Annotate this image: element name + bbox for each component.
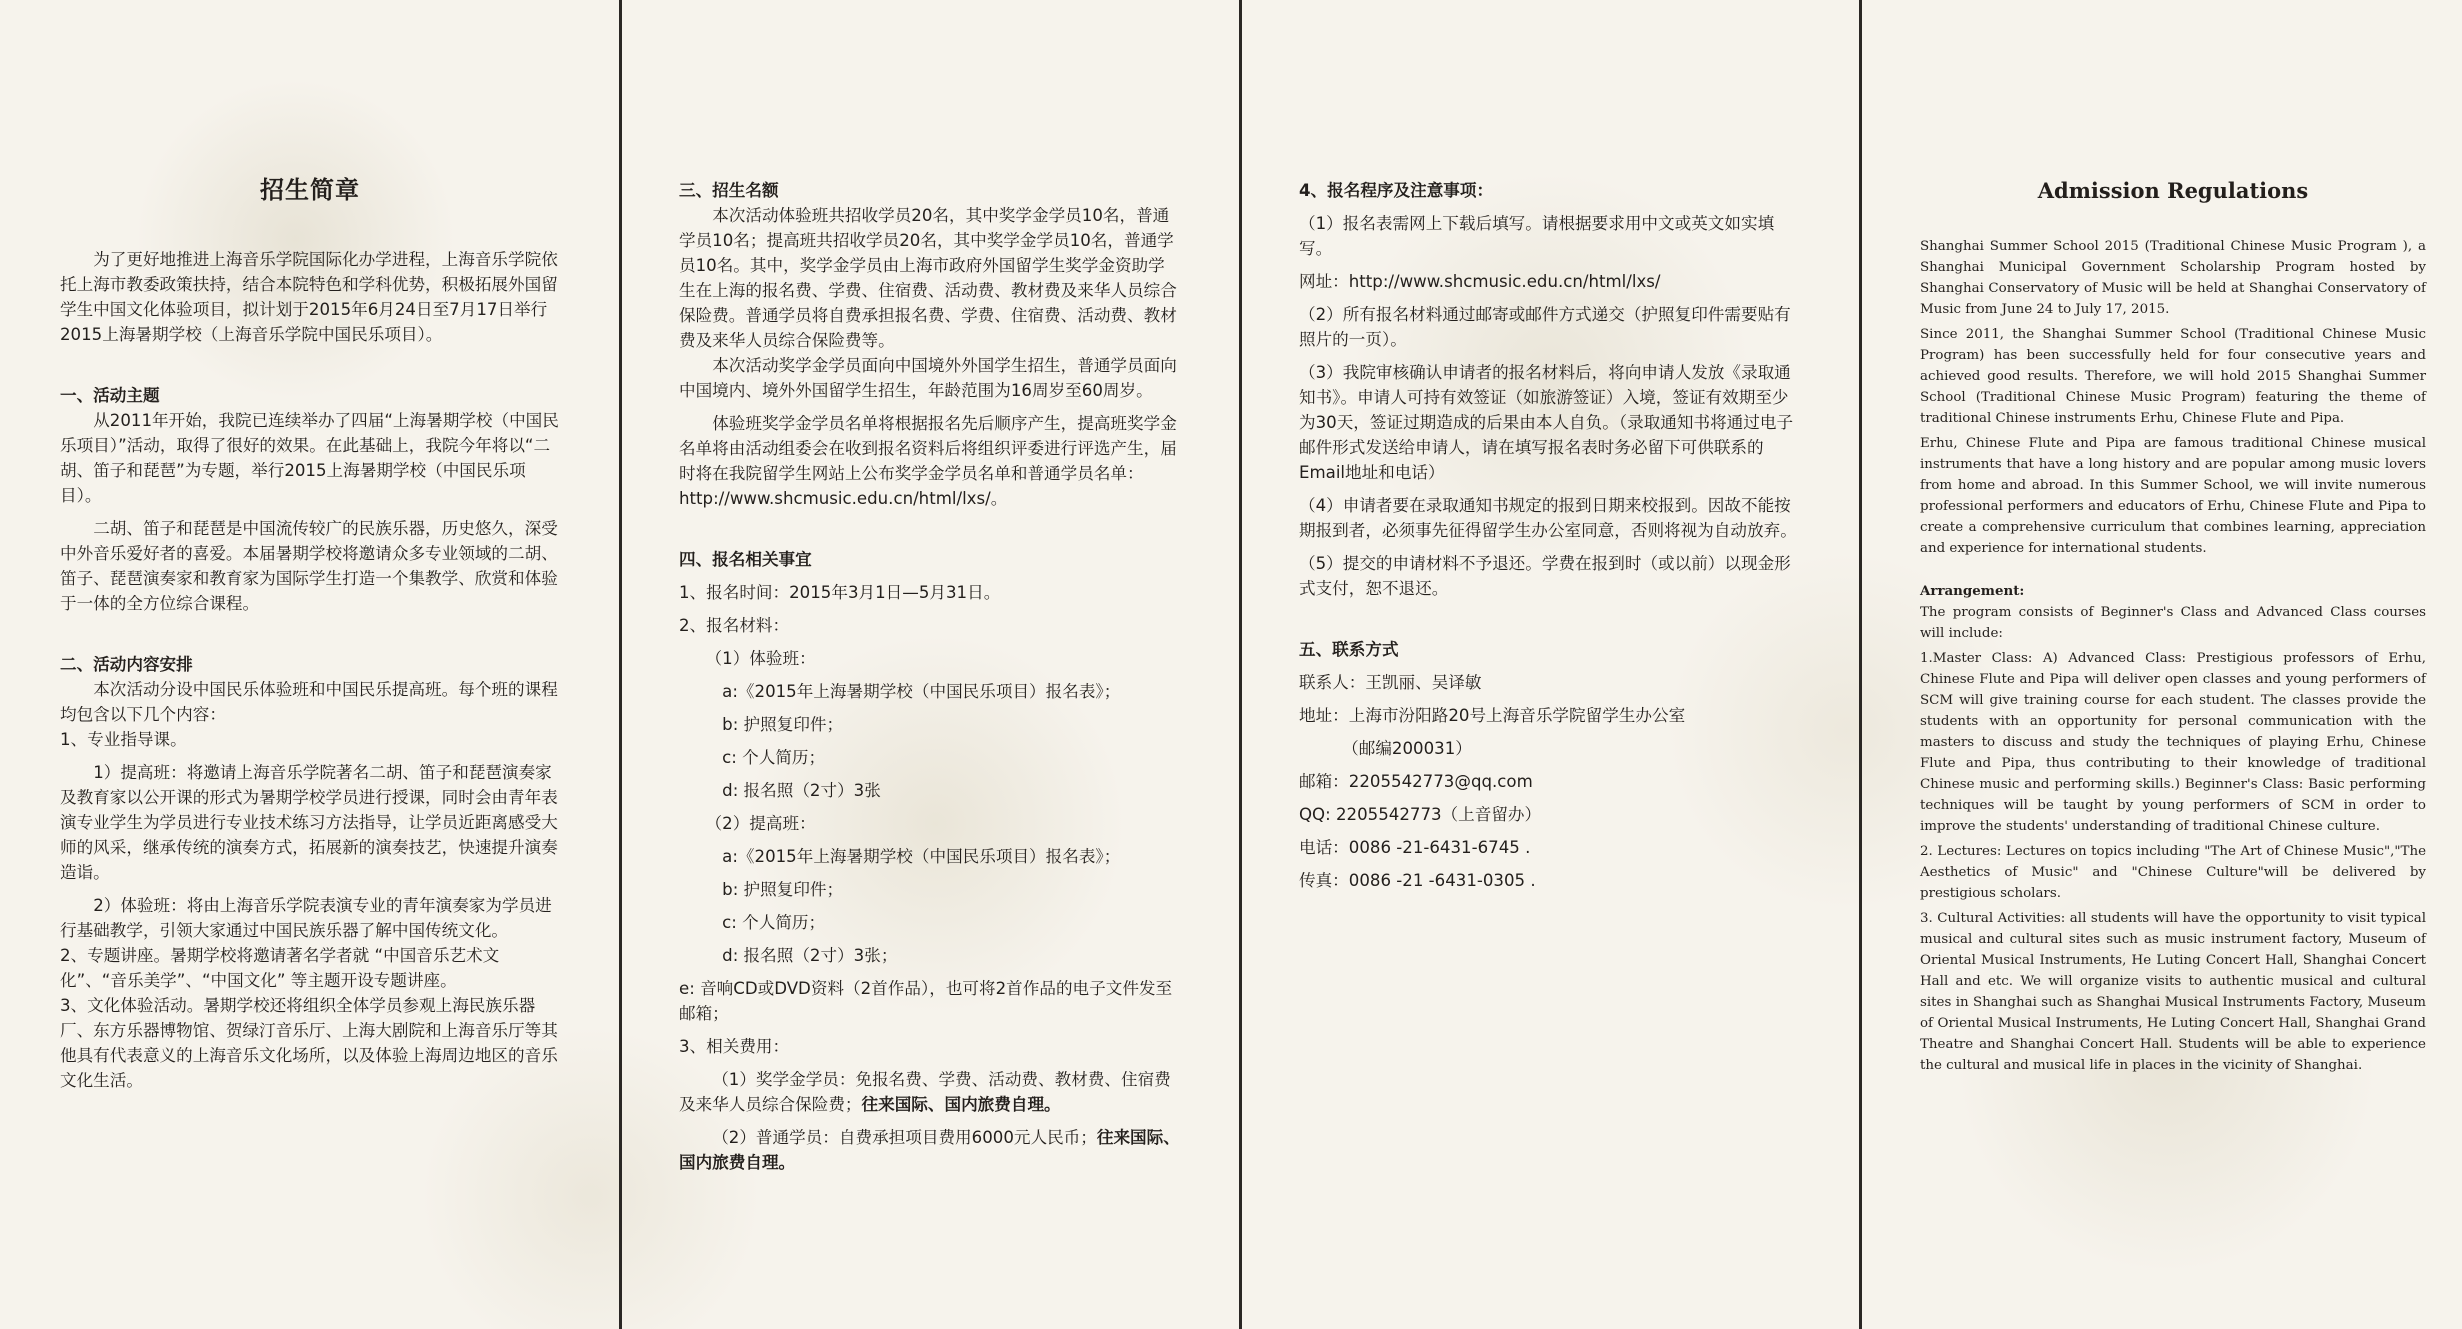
theme-paragraph-2: 二胡、笛子和琵琶是中国流传较广的民族乐器，历史悠久，深受中外音乐爱好者的喜爱。本届暑期学校将邀请众多专业领域的二胡、笛子、琵琶演奏家和教育家为国际学生打造一个集教学、欣赏和体验于一体的全方位综合课程。: [60, 519, 558, 613]
fees-scholarship-travel: 往来国际、国内旅费自理。: [861, 1095, 1061, 1114]
quota-paragraph-2: 本次活动奖学金学员面向中国境外外国学生招生，普通学员面向中国境内、境外外国留学生招生，年龄范围为16周岁至60周岁。: [679, 356, 1177, 400]
page-title: 招生简章: [260, 176, 360, 204]
content-item-1: 1、专业指导课。: [60, 730, 187, 749]
contact-phone: 电话：0086 -21-6431-6745 .: [1299, 838, 1531, 857]
contact-person: 联系人：王凯丽、吴译敏: [1299, 673, 1482, 692]
procedure-website-link[interactable]: 网址：http://www.shcmusic.edu.cn/html/lxs/: [1299, 272, 1661, 291]
content-item-1b: 2）体验班：将由上海音乐学院表演专业的青年演奏家为学员进行基础教学，引领大家通过中国民族乐器了解中国传统文化。: [60, 896, 552, 940]
procedure-note-3: （3）我院审核确认申请者的报名材料后，将向申请人发放《录取通知书》。申请人可持有效签证（如旅游签证）入境，签证有效期至少为30天，签证过期造成的后果由本人自负。（录取通知书将通过电子邮件形式发送给申请人，请在填写报名表时务必留下可供联系的Email地址和电话）: [1299, 363, 1794, 482]
content-paragraph: 本次活动分设中国民乐体验班和中国民乐提高班。每个班的课程均包含以下几个内容：: [60, 680, 558, 724]
fees-label: 3、相关费用：: [679, 1037, 790, 1056]
arrangement-heading: Arrangement:: [1920, 583, 2025, 599]
panel-admission-cn-3: [1241, 0, 1860, 1329]
arrangement-intro: The program consists of Beginner's Class and Advanced Class courses will include:: [1920, 605, 2426, 641]
section-heading-procedure: 4、报名程序及注意事项：: [1299, 181, 1494, 200]
english-paragraph-1: Shanghai Summer School 2015 (Traditional Chinese Music Program ), a Shanghai Municipal Government Scholarship Program hosted by Shanghai Conservatory of Music will be held at Shanghai Conservatory of Music from June 24 to July 17, 2015.: [1920, 239, 2426, 317]
section-heading-contact: 五、联系方式: [1299, 640, 1399, 659]
content-item-3: 3、文化体验活动。暑期学校还将组织全体学员参观上海民族乐器厂、东方乐器博物馆、贺绿汀音乐厅、上海大剧院和上海音乐厅等其他具有代表意义的上海音乐文化场所，以及体验上海周边地区的音乐文化生活。: [60, 996, 558, 1090]
advanced-class-label: （2）提高班：: [705, 814, 816, 833]
procedure-note-2: （2）所有报名材料通过邮寄或邮件方式递交（护照复印件需要贴有照片的一页）。: [1299, 305, 1791, 349]
application-time: 1、报名时间：2015年3月1日—5月31日。: [679, 583, 1001, 602]
arrangement-item-1: 1.Master Class: A) Advanced Class: Prestigious professors of Erhu, Chinese Flute and Pipa will deliver open classes and young performers of SCM will give training course for each student. The classes provide the students with an opportunity for personal communication with the masters to discuss and study the techniques of playing Erhu, Chinese Flute and Pipa, thus contributing to their knowledge of traditional Chinese music and performing skills.) Beginner's Class: Basic performing techniques will be taught by young performers of SCM in order to improve the students' understanding of traditional Chinese culture.: [1920, 651, 2426, 834]
quota-paragraph-3: 体验班奖学金学员名单将根据报名先后顺序产生，提高班奖学金名单将由活动组委会在收到报名资料后将组织评委进行评选产生，届时将在我院留学生网站上公布奖学金学员名单和普通学员名单：http://www.shcmusic.edu.cn/html/lxs/。: [679, 414, 1177, 508]
procedure-note-1: （1）报名表需网上下载后填写。请根据要求用中文或英文如实填写。: [1299, 214, 1775, 258]
application-materials: 2、报名材料：: [679, 616, 790, 635]
panel-admission-en: [1861, 0, 2462, 1329]
beginner-class-label: （1）体验班：: [705, 649, 816, 668]
beginner-material-a: a:《2015年上海暑期学校（中国民乐项目）报名表》；: [722, 682, 1121, 701]
arrangement-item-2: 2. Lectures: Lectures on topics including "The Art of Chinese Music","The Aesthetics of Music" and "Chinese Culture"will be delivered by prestigious scholars.: [1920, 844, 2426, 901]
quota-paragraph-1: 本次活动体验班共招收学员20名，其中奖学金学员10名，普通学员10名；提高班共招收学员20名，其中奖学金学员10名，普通学员10名。其中，奖学金学员由上海市政府外国留学生奖学金资助学生在上海的报名费、学费、住宿费、活动费、教材费及来华人员综合保险费。普通学员将自费承担报名费、学费、住宿费、活动费、教材费及来华人员综合保险费等。: [679, 206, 1177, 350]
fees-regular: （2）普通学员：自费承担项目费用6000元人民币；往来国际、国内旅费自理。: [679, 1128, 1180, 1172]
arrangement-item-3: 3. Cultural Activities: all students will have the opportunity to visit typical musical and cultural sites such as music instrument factory, Museum of Oriental Musical Instruments, He Luting Concert Hall, Shanghai Concert Hall and etc. We will organize visits to authentic musical and cultural sites in Shanghai such as Shanghai Musical Instruments Factory, Museum of Oriental Musical Instruments, He Luting Concert Hall, Shanghai Grand Theatre and Shanghai Concert Hall. Students will be able to experience the cultural and musical life in places in the vicinity of Shanghai.: [1920, 911, 2426, 1073]
panel-admission-cn-2: [621, 0, 1240, 1329]
contact-qq: QQ: 2205542773（上音留办）: [1299, 805, 1542, 824]
content-item-1a: 1）提高班：将邀请上海音乐学院著名二胡、笛子和琵琶演奏家及教育家以公开课的形式为暑期学校学员进行授课，同时会由青年表演专业学生为学员进行专业技术练习方法指导，让学员近距离感受大师的风采，继承传统的演奏方式，拓展新的演奏技艺，快速提升演奏造诣。: [60, 763, 558, 882]
english-paragraph-2: Since 2011, the Shanghai Summer School (Traditional Chinese Music Program) has been successfully held for four consecutive years and achieved good results. Therefore, we will hold 2015 Shanghai Summer School (Traditional Chinese Music Program) featuring the theme of traditional Chinese instruments Erhu, Chinese Flute and Pipa.: [1920, 327, 2426, 426]
contact-email[interactable]: 邮箱：2205542773@qq.com: [1299, 772, 1533, 791]
section-heading-theme: 一、活动主题: [60, 386, 160, 405]
procedure-note-4: （4）申请者要在录取通知书规定的报到日期来校报到。因故不能按期报到者，必须事先征得留学生办公室同意，否则将视为自动放弃。: [1299, 496, 1797, 540]
procedure-note-5: （5）提交的申请材料不予退还。学费在报到时（或以前）以现金形式支付，恕不退还。: [1299, 554, 1791, 598]
beginner-material-b: b: 护照复印件；: [722, 715, 844, 734]
fees-scholarship: （1）奖学金学员：免报名费、学费、活动费、教材费、住宿费及来华人员综合保险费；往来国际、国内旅费自理。: [679, 1070, 1171, 1114]
beginner-material-d: d: 报名照（2寸）3张: [722, 781, 881, 800]
section-heading-quota: 三、招生名额: [679, 181, 779, 200]
theme-paragraph-1: 从2011年开始，我院已连续举办了四届“上海暑期学校（中国民乐项目）”活动，取得了很好的效果。在此基础上，我院今年将以“二胡、笛子和琵琶”为专题，举行2015上海暑期学校（中国民乐项目）。: [60, 411, 559, 505]
beginner-material-c: c: 个人简历；: [722, 748, 826, 767]
advanced-material-d: d: 报名照（2寸）3张；: [722, 946, 898, 965]
panel-admission-cn-1: [0, 0, 620, 1329]
contact-postcode: （邮编200031）: [1342, 739, 1472, 758]
advanced-material-b: b: 护照复印件；: [722, 880, 844, 899]
english-title: Admission Regulations: [2037, 178, 2309, 203]
section-heading-application: 四、报名相关事宜: [679, 550, 812, 569]
advanced-material-e: e: 音响CD或DVD资料（2首作品），也可将2首作品的电子文件发至邮箱；: [679, 979, 1173, 1023]
intro-paragraph: 为了更好地推进上海音乐学院国际化办学进程，上海音乐学院依托上海市教委政策扶持，结合本院特色和学科优势，积极拓展外国留学生中国文化体验项目，拟计划于2015年6月24日至7月17日举行2015上海暑期学校（上海音乐学院中国民乐项目）。: [60, 250, 558, 344]
section-heading-content: 二、活动内容安排: [60, 655, 193, 674]
contact-fax: 传真：0086 -21 -6431-0305 .: [1299, 871, 1536, 890]
content-item-2: 2、专题讲座。暑期学校将邀请著名学者就 “中国音乐艺术文化”、“音乐美学”、“中国文化” 等主题开设专题讲座。: [60, 946, 500, 990]
contact-address: 地址：上海市汾阳路20号上海音乐学院留学生办公室: [1299, 706, 1686, 725]
english-paragraph-3: Erhu, Chinese Flute and Pipa are famous traditional Chinese musical instruments that have a long history and are popular among music lovers from home and abroad. In this Summer School, we will invite numerous professional performers and educators of Erhu, Chinese Flute and Pipa to create a comprehensive curriculum that combines learning, appreciation and experience for international students.: [1920, 436, 2426, 556]
advanced-material-a: a:《2015年上海暑期学校（中国民乐项目）报名表》；: [722, 847, 1121, 866]
fees-regular-travel: 往来国际、国内旅费自理。: [679, 1128, 1180, 1172]
advanced-material-c: c: 个人简历；: [722, 913, 826, 932]
